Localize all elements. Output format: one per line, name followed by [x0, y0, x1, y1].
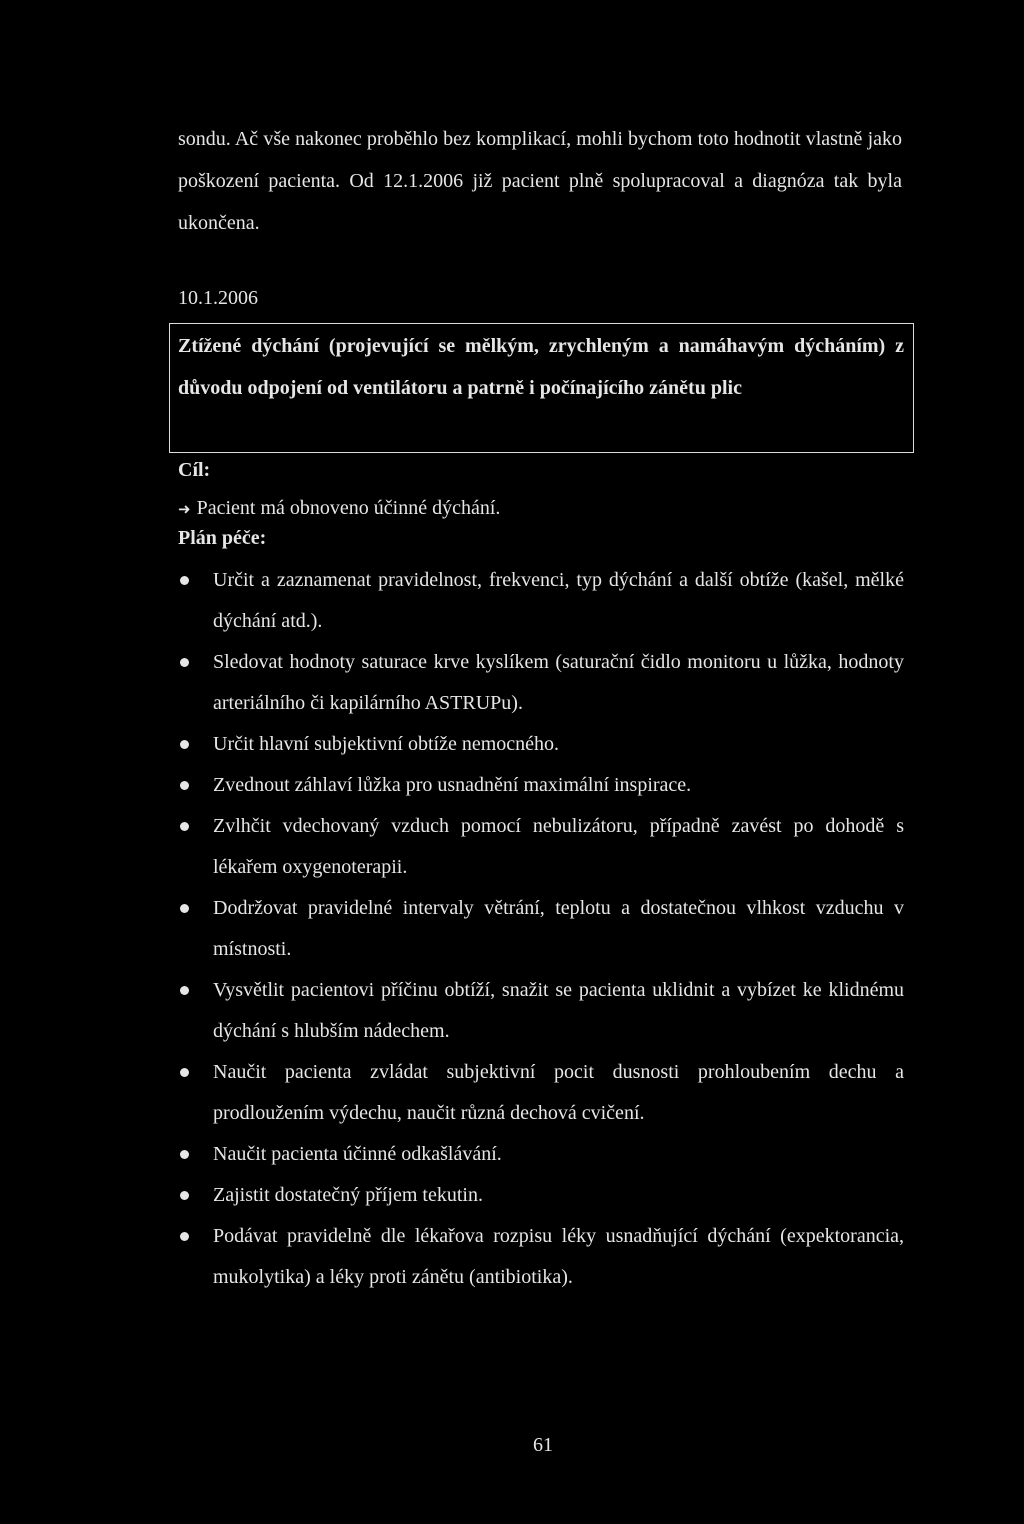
list-item-text: Vysvětlit pacientovi příčinu obtíží, snažit se pacienta uklidnit a vybízet ke klidnému dýchání s hlubším nádechem. [213, 979, 904, 1042]
bullet-icon [180, 904, 189, 913]
list-item-text: Dodržovat pravidelné intervaly větrání, teplotu a dostatečnou vlhkost vzduchu v místnosti. [213, 897, 904, 960]
list-item [178, 1216, 904, 1298]
list-item [178, 806, 904, 888]
intro-paragraph: sondu. Ač vše nakonec proběhlo bez komplikací, mohli bychom toto hodnotit vlastně jako poškození pacienta. Od 12.1.2006 již pacient plně spolupracoval a diagnóza tak byla ukončena. [178, 128, 902, 234]
list-item [178, 642, 904, 724]
list-item [178, 970, 904, 1052]
nursing-diagnosis: Ztížené dýchání (projevující se mělkým, zrychleným a namáhavým dýcháním) z důvodu odpojení od ventilátoru a patrně i počínajícího zánětu plic [178, 335, 904, 399]
bullet-icon [180, 1191, 189, 1200]
list-item [178, 1052, 904, 1134]
list-item [178, 1134, 904, 1175]
goal-text: Pacient má obnoveno účinné dýchání. [196, 497, 501, 519]
bullet-icon [180, 1068, 189, 1077]
bullet-icon [180, 740, 189, 749]
list-item-text: Zajistit dostatečný příjem tekutin. [213, 1184, 483, 1206]
goal-heading: Cíl: [178, 459, 211, 481]
page-number: 61 [533, 1434, 553, 1456]
list-item [178, 1175, 904, 1216]
list-item-text: Určit a zaznamenat pravidelnost, frekvenci, typ dýchání a další obtíže (kašel, mělké dýchání atd.). [213, 569, 904, 632]
list-item [178, 724, 904, 765]
list-item-text: Naučit pacienta účinné odkašlávání. [213, 1143, 502, 1165]
bullet-icon [180, 658, 189, 667]
bullet-icon [180, 781, 189, 790]
entry-date: 10.1.2006 [178, 287, 258, 309]
list-item [178, 888, 904, 970]
bullet-icon [180, 576, 189, 585]
list-item-text: Podávat pravidelně dle lékařova rozpisu léky usnadňující dýchání (expektorancia, mukolytika) a léky proti zánětu (antibiotika). [213, 1225, 904, 1288]
care-plan-heading: Plán péče: [178, 527, 267, 549]
bullet-icon [180, 1150, 189, 1159]
list-item [178, 765, 904, 806]
bullet-icon [180, 986, 189, 995]
right-arrow-icon: ➜ [178, 500, 191, 518]
care-plan-list [178, 560, 904, 1298]
bullet-icon [180, 822, 189, 831]
list-item-text: Zvednout záhlaví lůžka pro usnadnění maximální inspirace. [213, 774, 692, 796]
list-item-text: Zvlhčit vdechovaný vzduch pomocí nebulizátoru, případně zavést po dohodě s lékařem oxygenoterapii. [213, 815, 904, 878]
list-item-text: Sledovat hodnoty saturace krve kyslíkem (saturační čidlo monitoru u lůžka, hodnoty arteriálního či kapilárního ASTRUPu). [213, 651, 904, 714]
list-item [178, 560, 904, 642]
list-item-text: Určit hlavní subjektivní obtíže nemocného. [213, 733, 560, 755]
list-item-text: Naučit pacienta zvládat subjektivní pocit dusnosti prohloubením dechu a prodloužením výdechu, naučit různá dechová cvičení. [213, 1061, 904, 1124]
bullet-icon [180, 1232, 189, 1241]
